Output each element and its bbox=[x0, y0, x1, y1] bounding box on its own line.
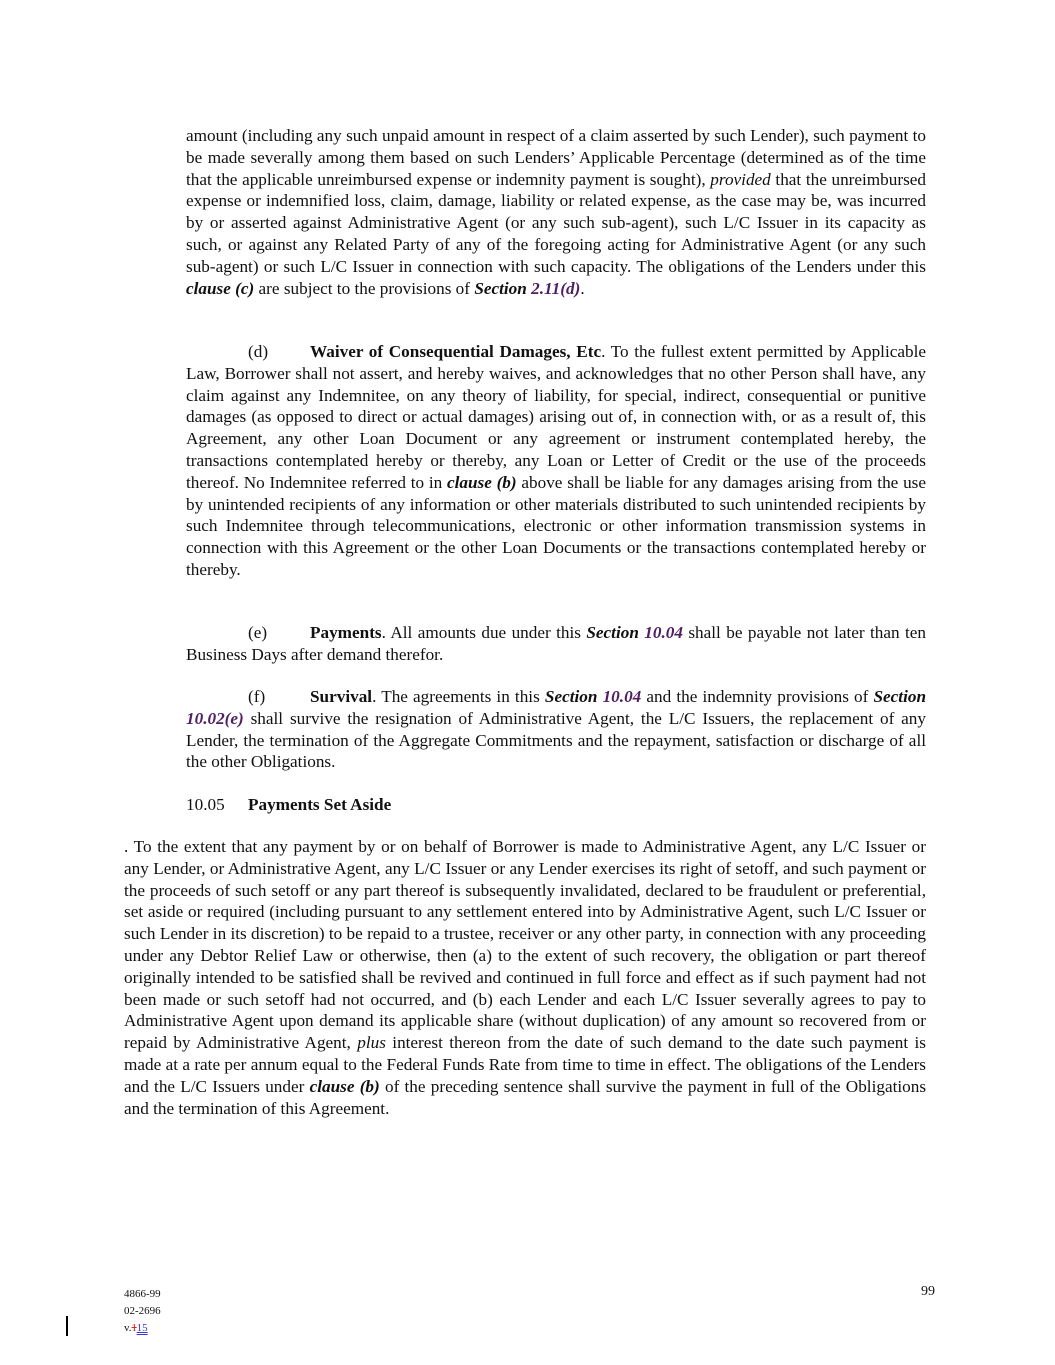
paragraph-label: (f) bbox=[248, 687, 266, 706]
paragraph-e: (e) Payments. All amounts due under this Section 10.04 shall be payable not later than ten Business Days after demand therefor. bbox=[186, 623, 926, 664]
section-link-10-02e[interactable]: Section 10.02(e) bbox=[186, 687, 927, 728]
doc-id-line-2: 02-2696 bbox=[124, 1305, 161, 1317]
clause-reference: clause (b) bbox=[309, 1076, 380, 1096]
document-footer-id bbox=[124, 1286, 161, 1337]
change-bar bbox=[66, 1316, 68, 1336]
paragraph-heading: Payments bbox=[310, 623, 382, 642]
italic-provided: provided bbox=[710, 169, 771, 189]
paragraph-heading: Survival bbox=[310, 687, 373, 706]
section-link-2-11d[interactable]: Section 2.11(d) bbox=[474, 278, 581, 298]
section-link-10-04[interactable]: Section 10.04 bbox=[544, 687, 642, 706]
clause-reference: clause (c) bbox=[186, 278, 255, 298]
page-number: 99 bbox=[921, 1284, 935, 1299]
section-heading-10-05 bbox=[186, 794, 391, 816]
doc-id-line-1: 4866-99 bbox=[124, 1288, 161, 1300]
paragraph-label: (d) bbox=[248, 342, 269, 361]
paragraph-10-05-body: . To the extent that any payment by or on behalf of Borrower is made to Administrative Agent, any L/C Issuer or any Lender, or Administrative Agent, any L/C Issuer or any Lender exercises its right of setoff, and such payment or the proceeds of such setoff or any part thereof is subsequently invalidated, declared to be fraudulent or preferential, set aside or required (including pursuant to any settlement entered into by Administrative Agent, such L/C Issuer or such Lender in its discretion) to be repaid to a trustee, receiver or any other party, in connection with any proceeding under any Debtor Relief Law or otherwise, then (a) to the extent of such recovery, the obligation or part thereof originally intended to be satisfied shall be revived and continued in full force and effect as if such payment had not been made or such setoff had not occurred, and (b) each Lender and each L/C Issuer severally agrees to pay to Administrative Agent upon demand its applicable share (without duplication) of any amount so recovered from or repaid by Administrative Agent, plus interest thereon from the date of such demand to the date such payment is made at a rate per annum equal to the Federal Funds Rate from time to time in effect. The obligations of the Lenders and the L/C Issuers under clause (b) of the preceding sentence shall survive the payment in full of the Obligations and the termination of this Agreement. bbox=[124, 837, 927, 1118]
inserted-version: 15 bbox=[136, 1322, 148, 1334]
paragraph-f: (f) Survival. The agreements in this Section 10.04 and the indemnity provisions of Section 10.02(e) shall survive the resignation of Administrative Agent, the L/C Issuers, the replacement of any Lender, the termination of the Aggregate Commitments and the repayment, satisfaction or discharge of all the other Obligations. bbox=[186, 687, 927, 772]
paragraph-heading: Waiver of Consequential Damages, Etc bbox=[310, 342, 602, 361]
paragraph-c-continuation: amount (including any such unpaid amount in respect of a claim asserted by such Lender), such payment to be made severally among them based on such Lenders’ Applicable Percentage (determined as of the time that the applicable unreimbursed expense or indemnity payment is sought), provided that the unreimbursed expense or indemnified loss, claim, damage, liability or related expense, as the case may be, was incurred by or asserted against Administrative Agent (or any such sub-agent), such L/C Issuer in its capacity as such, or against any Related Party of any of the foregoing acting for Administrative Agent (or any such sub-agent) or such L/C Issuer in connection with such capacity. The obligations of the Lenders under this clause (c) are subject to the provisions of Section 2.11(d). bbox=[186, 126, 926, 298]
paragraph-d: (d) Waiver of Consequential Damages, Etc. To the fullest extent permitted by Applicable Law, Borrower shall not assert, and hereby waives, and acknowledges that no other Person shall have, any claim against any Indemnitee, on any theory of liability, for special, indirect, consequential or punitive damages (as opposed to direct or actual damages) arising out of, in connection with, or as a result of, this Agreement, any other Loan Document or any agreement or instrument contemplated hereby, the transactions contemplated hereby or thereby, any Loan or Letter of Credit or the use of the proceeds thereof. No Indemnitee referred to in clause (b) above shall be liable for any damages arising from the use by unintended recipients of any information or other materials distributed to such unintended recipients by such Indemnitee through telecommunications, electronic or other information transmission systems in connection with this Agreement or the other Loan Documents or the transactions contemplated hereby or thereby. bbox=[186, 342, 926, 579]
italic-plus: plus bbox=[357, 1033, 386, 1053]
section-title: Payments Set Aside bbox=[248, 795, 392, 814]
clause-reference: clause (b) bbox=[446, 472, 517, 492]
section-link-10-04[interactable]: Section 10.04 bbox=[586, 623, 683, 642]
paragraph-label: (e) bbox=[248, 623, 268, 642]
deleted-version: 1 bbox=[131, 1322, 137, 1334]
section-number: 10.05 bbox=[186, 795, 225, 814]
version-line: v.115 bbox=[124, 1322, 148, 1334]
